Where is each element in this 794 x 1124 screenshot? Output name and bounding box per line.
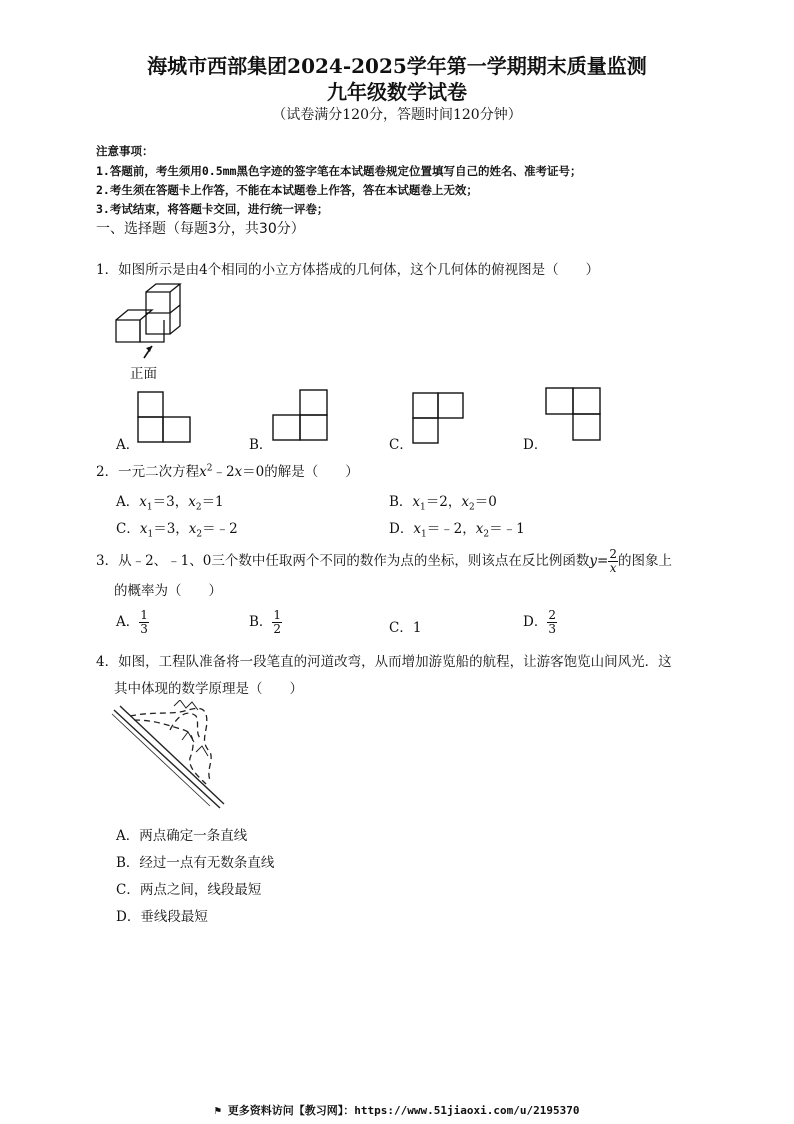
q2-option-b: B．$x_1=2$，$x_2=0$: [389, 494, 497, 513]
note-item-2: 2.考生须在答题卡上作答，不能在本试题卷上作答，答在本试题卷上无效；: [96, 183, 478, 197]
note-item-1: 1.答题前，考生须用0.5mm黑色字迹的签字笔在本试题卷规定位置填写自己的姓名、准考证号；: [96, 164, 582, 178]
q2-option-c: C．$x_1=3$，$x_2=﹣2$: [116, 521, 238, 540]
q3-option-d: D． $\frac{2}{3}$: [523, 608, 556, 636]
flag-icon: ⚑: [214, 1104, 222, 1117]
footer-link-text[interactable]: 更多资料访问【教习网】：https://www.51jiaoxi.com/u/2195370: [227, 1104, 580, 1117]
q3-option-b: B． $\frac{1}{2}$: [249, 608, 282, 636]
q4-river-figure: [110, 700, 230, 815]
q1-option-b-figure: [272, 388, 330, 444]
q1-option-c-label: C．: [389, 437, 413, 453]
q4-option-c: C．两点之间，线段最短: [116, 882, 262, 898]
q3-stem-line2: 的概率为（ ）: [114, 583, 222, 599]
q2-option-a: A．$x_1=3$，$x_2=1$: [116, 494, 224, 513]
q4-stem-line2: 其中体现的数学原理是（ ）: [114, 681, 303, 697]
q1-option-d-figure: [544, 386, 604, 444]
note-item-3: 3.考试结束，将答题卡交回，进行统一评卷；: [96, 202, 329, 216]
q1-option-a-figure: [137, 390, 193, 444]
q1-option-d-label: D．: [523, 437, 548, 453]
q3-option-c: C．1: [389, 620, 422, 636]
exam-subtitle: （试卷满分120分，答题时间120分钟）: [272, 107, 522, 123]
section-title: 一、选择题（每题3分，共30分）: [96, 221, 305, 237]
exam-title-line2: 九年级数学试卷: [327, 80, 467, 104]
q4-option-a: A．两点确定一条直线: [116, 828, 248, 844]
footer: [0, 1102, 794, 1118]
q4-stem-line1: 4．如图，工程队准备将一段笔直的河道改弯，从而增加游览船的航程，让游客饱览山间风光．这: [96, 654, 672, 670]
notes-heading: 注意事项：: [96, 144, 154, 158]
q3-stem-line1: 3．从﹣2、﹣1、0三个数中任取两个不同的数作为点的坐标，则该点在反比例函数y= $\frac{2}{x}$ 的图象上: [96, 547, 672, 575]
q3-option-a: A． $\frac{1}{3}$: [116, 608, 148, 636]
q1-option-c-figure: [411, 391, 467, 445]
q1-figure-label: 正面: [130, 366, 157, 382]
q1-option-a-label: A．: [116, 437, 140, 453]
q1-stem: 1．如图所示是由4个相同的小立方体搭成的几何体，这个几何体的俯视图是（ ）: [96, 262, 600, 278]
q2-option-d: D．$x_1=﹣2$，$x_2=﹣1$: [389, 521, 525, 540]
q1-option-b-label: B．: [249, 437, 273, 453]
q1-cube-figure: [108, 280, 198, 360]
q3-function-fraction: $\frac{2}{x}$: [609, 547, 617, 575]
q2-stem: 2．一元二次方程$x^2﹣2x=0$的解是（ ）: [96, 463, 359, 480]
exam-title-line1: 海城市西部集团2024-2025学年第一学期期末质量监测: [147, 54, 647, 78]
q4-option-b: B．经过一点有无数条直线: [116, 855, 275, 871]
q4-option-d: D．垂线段最短: [116, 909, 208, 925]
